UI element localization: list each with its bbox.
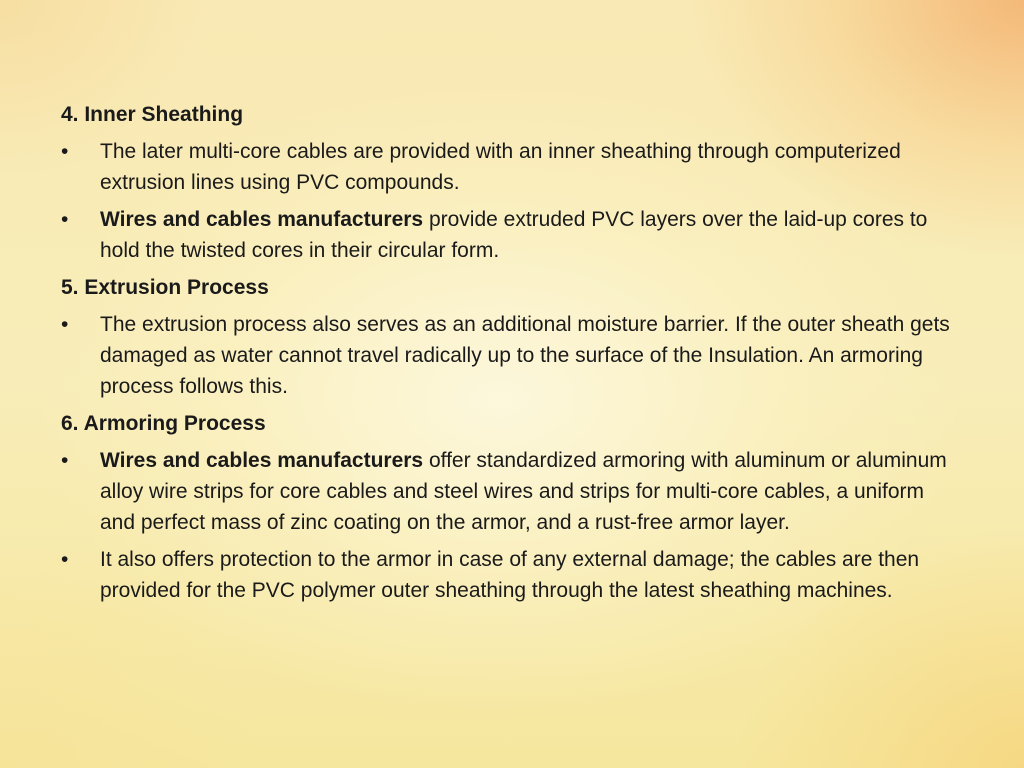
bullet-text: The later multi-core cables are provided with an inner sheathing through computerized extrusion lines using PVC compounds. bbox=[100, 140, 901, 194]
section-heading-extrusion-process: 5. Extrusion Process bbox=[61, 276, 269, 299]
bullet-icon: • bbox=[61, 313, 69, 336]
bullet-text: It also offers protection to the armor in case of any external damage; the cables are then provided for the PVC polymer outer sheathing through the latest sheathing machines. bbox=[100, 548, 920, 602]
bullet-text: The extrusion process also serves as an additional moisture barrier. If the outer sheath gets damaged as water cannot travel radically up to the surface of the Insulation. An armoring process follows this. bbox=[100, 313, 950, 398]
bullet-bold-text: Wires and cables manufacturers bbox=[100, 449, 424, 472]
bullet-item bbox=[61, 445, 961, 538]
bullet-item bbox=[61, 309, 961, 402]
bullet-text: offer standardized armoring with aluminum or aluminum alloy wire strips for core cables and steel wires and strips for multi-core cables, a uniform and perfect mass of zinc coating on the armor, and a rust-free armor layer. bbox=[100, 449, 947, 534]
bullet-icon: • bbox=[61, 140, 69, 163]
bullet-item bbox=[61, 136, 961, 198]
bullet-text: provide extruded PVC layers over the laid-up cores to hold the twisted cores in their circular form. bbox=[100, 208, 928, 262]
slide-content bbox=[61, 99, 961, 612]
bullet-bold-text: Wires and cables manufacturers bbox=[100, 208, 424, 231]
section-heading-armoring-process: 6. Armoring Process bbox=[61, 412, 266, 435]
bullet-item bbox=[61, 544, 961, 606]
section-heading-inner-sheathing: 4. Inner Sheathing bbox=[61, 103, 244, 126]
bullet-item bbox=[61, 204, 961, 266]
bullet-icon: • bbox=[61, 208, 69, 231]
bullet-icon: • bbox=[61, 548, 69, 571]
bullet-icon: • bbox=[61, 449, 69, 472]
